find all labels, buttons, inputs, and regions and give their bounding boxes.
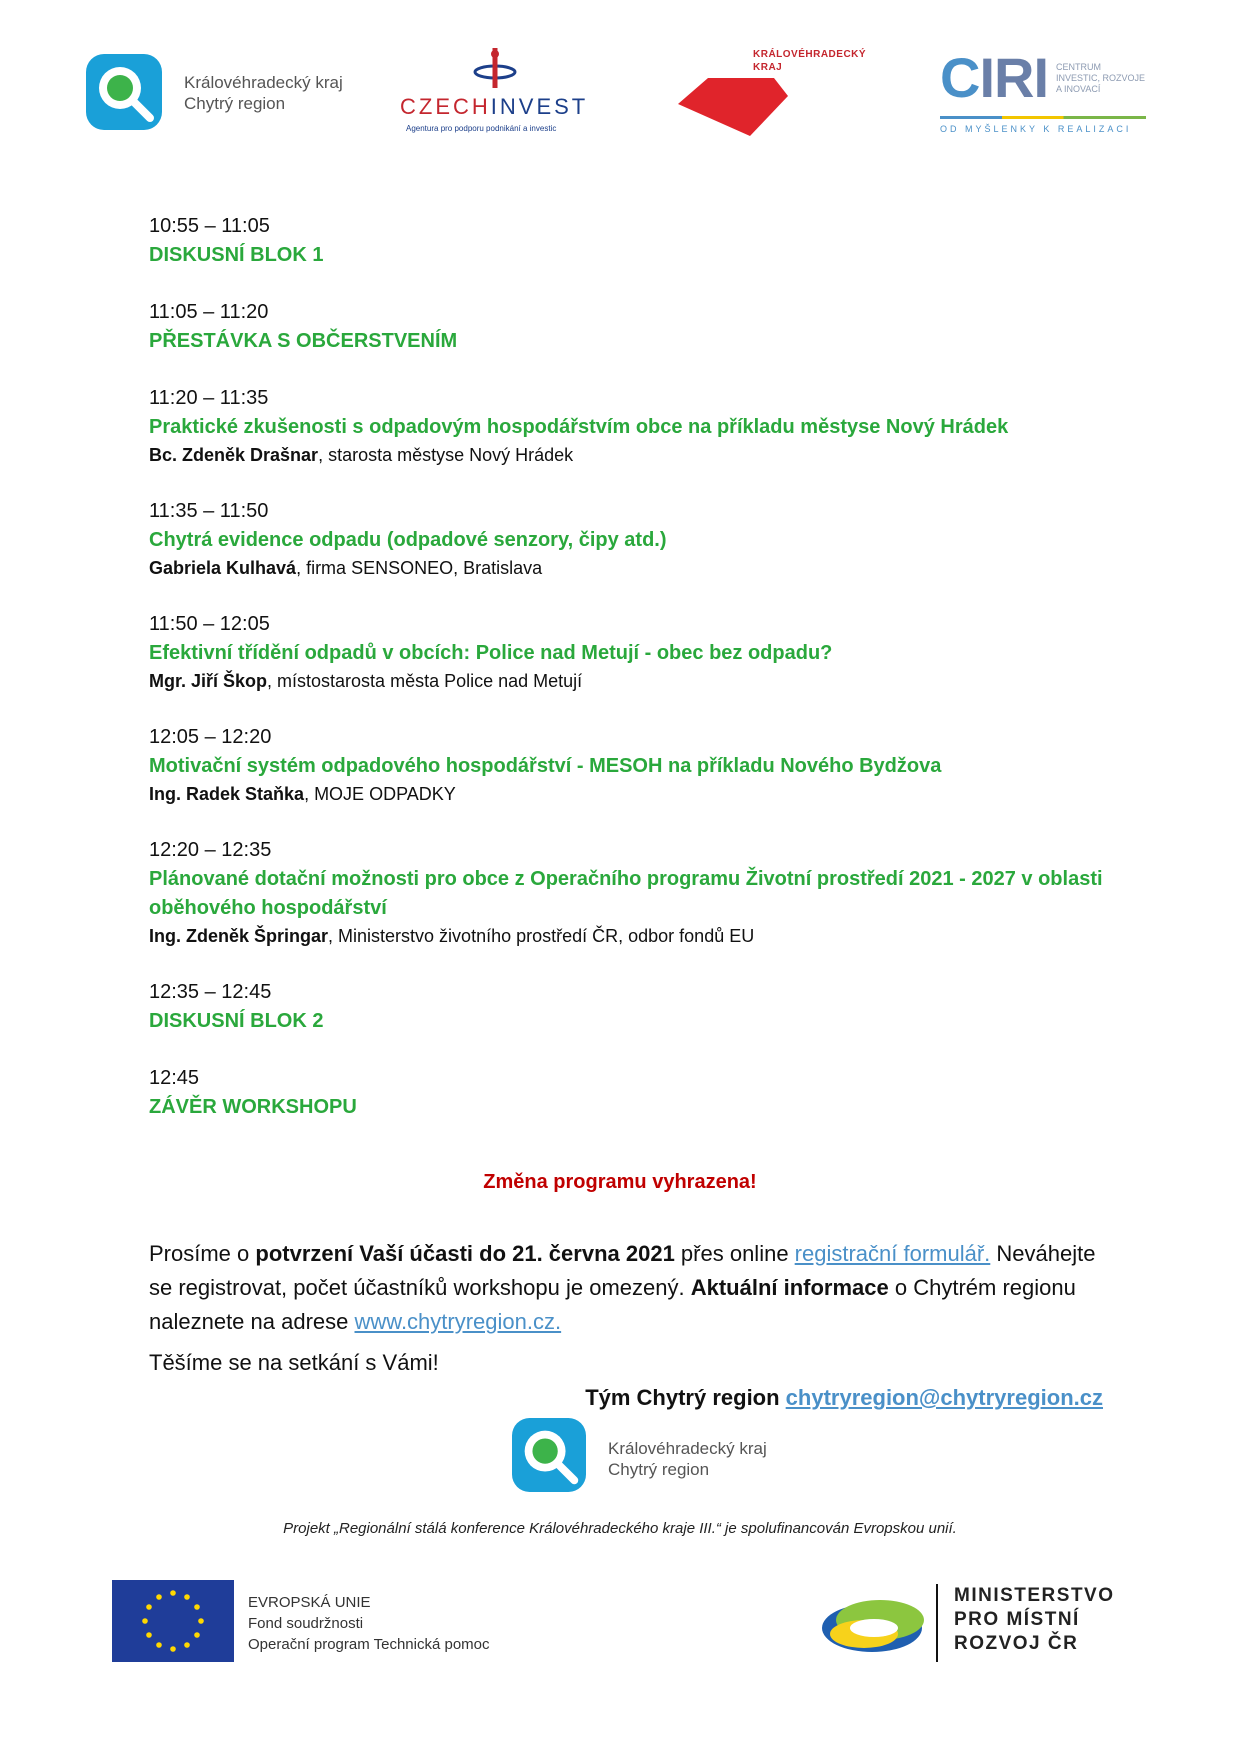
program-speaker [149,923,1109,950]
mmr-emblem-icon [818,1594,930,1658]
ciri-desc-line2: INVESTIC, ROZVOJE [1056,73,1146,83]
speaker-role: , Ministerstvo životního prostředí ČR, odbor fondů EU [328,926,755,946]
kraj-logo-line1: Královéhradecký kraj [184,73,343,92]
program-time: 11:50 – 12:05 [149,613,270,635]
czechinvest-word-invest: INVEST [490,94,589,119]
program-time: 12:05 – 12:20 [149,726,272,748]
eu-logo-text [248,1592,490,1655]
program-item [149,384,1109,469]
speaker-role: , firma SENSONEO, Bratislava [296,558,543,578]
registration-text: o Chytrém regionu naleznete na adrese [149,1275,1076,1334]
ciri-description [1056,62,1145,95]
ciri-slogan: OD MYŠLENKY K REALIZACI [940,124,1132,134]
czechinvest-emblem-icon [472,46,518,90]
kraj-logo-text [184,72,343,114]
program-speaker [149,781,1109,808]
eu-flag-icon [112,1580,234,1662]
mmr-line3: ROZVOJ ČR [954,1633,1079,1654]
ciri-desc-line3: A INOVACÍ [1056,84,1101,94]
program-title: Motivační systém odpadového hospodářství - MESOH na příkladu Nového Bydžova [149,755,942,777]
program-time: 12:35 – 12:45 [149,981,272,1003]
program-item [149,836,1109,950]
mmr-logo [818,1580,1118,1670]
registration-deadline: potvrzení Vaší účasti do 21. června 2021 [255,1241,675,1266]
ciri-letters: IRI [979,46,1049,109]
kraj-chytry-region-logo [86,50,386,130]
program-item [149,610,1109,695]
mmr-line1: MINISTERSTVO [954,1585,1115,1606]
eu-line1: EVROPSKÁ UNIE [248,1594,371,1611]
ciri-color-line [940,116,1146,119]
ciri-logo [940,46,1150,140]
czechinvest-wordmark [400,94,588,120]
speaker-name: Gabriela Kulhavá [149,558,297,578]
czechinvest-logo [400,46,590,136]
program-title: Efektivní třídění odpadů v obcích: Police nad Metují - obec bez odpadu? [149,642,833,664]
speaker-role: , MOJE ODPADKY [304,784,456,804]
kralovehradecky-kraj-logo [678,46,878,146]
program-speaker [149,555,1109,582]
mmr-line2: PRO MÍSTNÍ [954,1609,1080,1630]
team-label: Tým Chytrý region [585,1385,786,1410]
program-speaker [149,668,1109,695]
program-time: 12:20 – 12:35 [149,839,272,861]
speaker-role: , starosta městyse Nový Hrádek [318,445,574,465]
magnifier-logo-icon [512,1418,586,1492]
speaker-name: Bc. Zdeněk Drašnar [149,445,319,465]
eu-line3: Operační program Technická pomoc [248,1636,490,1653]
speaker-role: , místostarosta města Police nad Metují [267,671,583,691]
kraj-logo-line2: Chytrý region [608,1460,710,1479]
program-title: DISKUSNÍ BLOK 1 [149,244,324,266]
website-link[interactable]: www.chytryregion.cz. [354,1309,562,1334]
khk-logo-line1: KRÁLOVÉHRADECKÝ [753,49,867,60]
registration-text: Prosíme o [149,1241,256,1266]
mmr-divider [936,1584,938,1662]
program-time: 12:45 [149,1067,200,1089]
registration-text: Neváhejte se registrovat, počet účastníků workshopu je omezený. [149,1241,1096,1300]
registration-form-link[interactable]: registrační formulář. [794,1241,991,1266]
team-email-link[interactable]: chytryregion@chytryregion.cz [785,1385,1103,1410]
magnifier-logo-icon [86,54,162,130]
eu-fund-logo [112,1580,552,1664]
program-title: DISKUSNÍ BLOK 2 [149,1010,324,1032]
program-time: 11:05 – 11:20 [149,301,269,323]
current-info-label: Aktuální informace [690,1275,889,1300]
czechinvest-word-czech: CZECH [400,94,491,119]
czechinvest-tagline: Agentura pro podporu podnikání a investic [406,124,557,133]
program-item [149,298,1109,356]
program-title: ZÁVĚR WORKSHOPU [149,1096,357,1118]
program-change-notice: Změna programu vyhrazena! [483,1171,757,1193]
program-item [149,1064,1109,1122]
program-title: Plánované dotační možnosti pro obce z Operačního programu Životní prostředí 2021 - 2027 v oblasti oběhového hospodářství [149,868,1103,919]
closing-line: Těšíme se na setkání s Vámi! [149,1350,439,1375]
khk-logo-line2: KRAJ [753,62,783,73]
program-time: 10:55 – 11:05 [149,215,270,237]
program-speaker [149,442,1109,469]
program-item [149,723,1109,808]
kraj-chytry-region-logo-bottom [512,1418,792,1494]
program-time: 11:35 – 11:50 [149,500,269,522]
program-title: PŘESTÁVKA S OBČERSTVENÍM [149,330,458,352]
project-cofinancing-note: Projekt „Regionální stálá konference Královéhradeckého kraje III.“ je spolufinancován Evropskou unií. [283,1520,957,1537]
khk-logo-text [753,48,866,74]
speaker-name: Ing. Zdeněk Špringar [149,926,329,946]
kraj-logo-line1: Královéhradecký kraj [608,1439,767,1458]
kraj-logo-line2: Chytrý region [184,94,286,113]
registration-text: přes online [674,1241,795,1266]
ciri-wordmark [940,48,1048,108]
ciri-letter-c: C [940,46,980,109]
mmr-logo-text [954,1584,1115,1656]
eu-line2: Fond soudržnosti [248,1615,364,1632]
kraj-logo-text [608,1438,767,1480]
program-item [149,497,1109,582]
program-item [149,212,1109,270]
ciri-desc-line1: CENTRUM [1056,62,1101,72]
speaker-name: Mgr. Jiří Škop [149,671,268,691]
speaker-name: Ing. Radek Staňka [149,784,305,804]
workshop-program [149,212,1109,1150]
program-time: 11:20 – 11:35 [149,387,269,409]
program-item [149,978,1109,1036]
program-title: Praktické zkušenosti s odpadovým hospodářstvím obce na příkladu městyse Nový Hrádek [149,416,1009,438]
team-signature [149,1385,1103,1411]
registration-paragraph [149,1237,1109,1339]
program-title: Chytrá evidence odpadu (odpadové senzory, čipy atd.) [149,529,667,551]
